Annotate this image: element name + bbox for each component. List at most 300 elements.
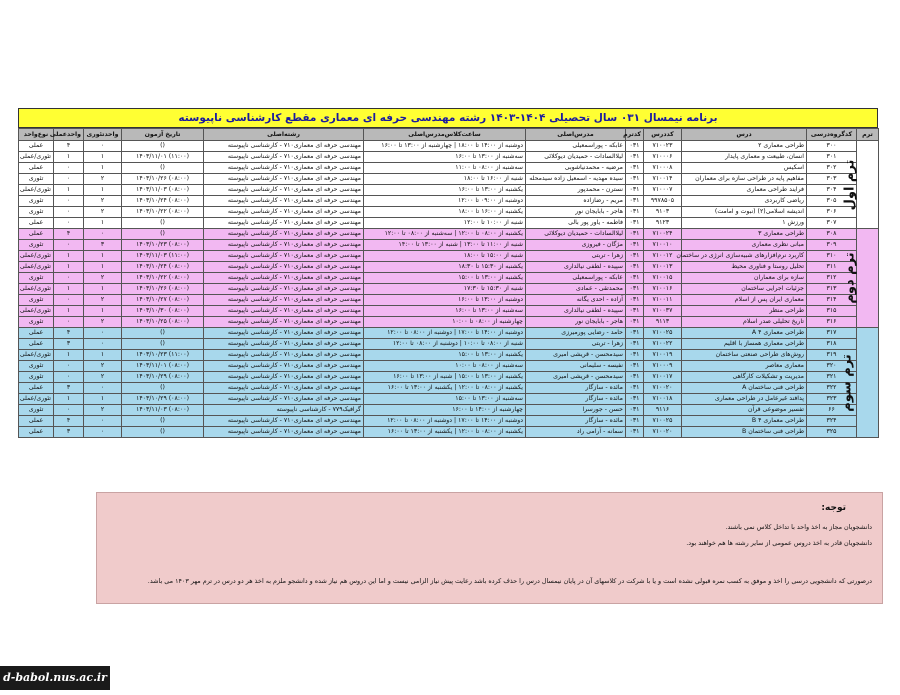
table-cell: عملی bbox=[19, 427, 54, 438]
table-cell: ۳۱۳ bbox=[807, 284, 857, 295]
table-cell: سیدمحسن - قریشی امیری bbox=[526, 372, 626, 383]
table-cell: ۷۱۰۰۲۳ bbox=[644, 141, 682, 152]
table-cell: محمدتقی - عمادی bbox=[526, 284, 626, 295]
table-cell: ۱ bbox=[54, 152, 84, 163]
table-cell: چهارشنبه از ۱۴:۰۰ تا ۱۶:۰۰ bbox=[364, 405, 526, 416]
table-cell: ۳۱۷ bbox=[807, 328, 857, 339]
column-header: کدگروه‌درسی bbox=[807, 129, 857, 141]
table-cell: ۹۱۱۳ bbox=[644, 317, 682, 328]
table-cell: (۰۸:۰۰) ۱۴۰۳/۱۱/۰۳ bbox=[122, 405, 204, 416]
table-cell: عملی bbox=[19, 229, 54, 240]
table-cell: ۰ bbox=[84, 416, 122, 427]
table-cell: ۰ bbox=[54, 372, 84, 383]
table-cell: ۲ bbox=[84, 361, 122, 372]
table-cell: تئوری bbox=[19, 372, 54, 383]
table-cell: ۰۳۱ bbox=[626, 229, 644, 240]
table-cell: ۰۳۱ bbox=[626, 262, 644, 273]
table-cell: ۷۱۰۰۰۶ bbox=[644, 152, 682, 163]
table-cell: ۰ bbox=[84, 229, 122, 240]
table-cell: ۰ bbox=[54, 273, 84, 284]
table-cell: ۰۳۱ bbox=[626, 273, 644, 284]
table-cell: یکشنبه از ۱۵:۳۰ تا ۱۸:۳۰ bbox=[364, 262, 526, 273]
table-cell: ۷۱۰۰۱۸ bbox=[644, 394, 682, 405]
table-cell: مهندسی حرفه ای معماری۷۱۰ - کارشناسی ناپیوسته bbox=[204, 416, 364, 427]
table-cell: مهندسی حرفه ای معماری۷۱۰ - کارشناسی ناپیوسته bbox=[204, 339, 364, 350]
table-cell: تحلیل روستا و فناوری محیط bbox=[682, 262, 807, 273]
table-cell: مائده - سازگار bbox=[526, 383, 626, 394]
table-cell: یکشنبه از ۱۳:۰۰ تا ۱۵:۰۰ bbox=[364, 273, 526, 284]
table-cell: ۳۰۲ bbox=[807, 163, 857, 174]
table-cell: ۰۳۱ bbox=[626, 405, 644, 416]
table-cell: تئوری/عملی bbox=[19, 284, 54, 295]
table-cell: ۹۹۷۸۵۰۵ bbox=[644, 196, 682, 207]
table-cell: شنبه از ۱۵:۰۰ تا ۱۸:۰۰ bbox=[364, 251, 526, 262]
table-cell: ۰ bbox=[54, 196, 84, 207]
table-cell: ۷۱۰۰۰۹ bbox=[644, 361, 682, 372]
table-cell: سه‌شنبه از ۰۸:۰۰ تا ۱۰:۰۰ bbox=[364, 361, 526, 372]
table-cell: مهندسی حرفه ای معماری۷۱۰ - کارشناسی ناپیوسته bbox=[204, 427, 364, 438]
table-cell: (۰۸:۰۰) ۱۴۰۳/۱۰/۲۳ bbox=[122, 240, 204, 251]
table-row bbox=[19, 295, 879, 306]
table-cell: سه‌شنبه از ۰۸:۰۰ تا ۱۱:۰۰ bbox=[364, 163, 526, 174]
table-cell: ۱ bbox=[84, 251, 122, 262]
table-cell: ۱ bbox=[84, 350, 122, 361]
table-cell: ۰ bbox=[84, 339, 122, 350]
table-cell: شنبه از ۱۰:۰۰ تا ۱۲:۰۰ bbox=[364, 218, 526, 229]
table-cell: یکشنبه از ۱۳:۰۰ تا ۱۵:۰۰ bbox=[364, 350, 526, 361]
table-cell: (۰۸:۰۰) ۱۴۰۳/۱۰/۲۴ bbox=[122, 196, 204, 207]
table-cell: ۳۱۰ bbox=[807, 251, 857, 262]
table-cell: مهندسی حرفه ای معماری۷۱۰ - کارشناسی ناپیوسته bbox=[204, 185, 364, 196]
table-cell: ۰۳۱ bbox=[626, 394, 644, 405]
note-line: دانشجویان مجاز به اخذ واحد با تداخل کلاس نمی باشند. bbox=[725, 523, 872, 531]
table-cell: ۱ bbox=[84, 218, 122, 229]
table-cell: ۳۰۶ bbox=[807, 207, 857, 218]
table-cell: ۱ bbox=[54, 350, 84, 361]
table-cell: ۲ bbox=[84, 273, 122, 284]
table-cell: مائده - سازگار bbox=[526, 416, 626, 427]
table-cell: ۷۱۰۰۱۰ bbox=[644, 240, 682, 251]
course-table bbox=[18, 128, 879, 438]
table-cell: (۰۸:۰۰) ۱۴۰۳/۱۰/۲۷ bbox=[122, 295, 204, 306]
table-cell: مهندسی حرفه ای معماری۷۱۰ - کارشناسی ناپیوسته bbox=[204, 372, 364, 383]
table-cell: ۳۰۰ bbox=[807, 141, 857, 152]
table-cell: ۳۲۱ bbox=[807, 372, 857, 383]
table-cell: ۰ bbox=[54, 174, 84, 185]
page-title: برنامه نیمسال ۰۳۱ سال تحصیلی ۱۴۰۴-۱۴۰۳ رشته مهندسی حرفه ای معماری مقطع کارشناسی ناپیوسته bbox=[18, 108, 878, 128]
column-header: واحدتئوری bbox=[84, 129, 122, 141]
table-cell: سازه برای معماران bbox=[682, 273, 807, 284]
table-cell: نفیسه - سلیمانی bbox=[526, 361, 626, 372]
table-cell: سیدمحسن - قریشی امیری bbox=[526, 350, 626, 361]
table-cell: حسن - جورسرا bbox=[526, 405, 626, 416]
table-cell: مهندسی حرفه ای معماری۷۱۰ - کارشناسی ناپیوسته bbox=[204, 317, 364, 328]
table-cell: ۳۱۹ bbox=[807, 350, 857, 361]
table-cell: تئوری bbox=[19, 196, 54, 207]
table-cell: ۲ bbox=[84, 174, 122, 185]
table-cell: ۲ bbox=[84, 317, 122, 328]
table-cell: ۰۳۱ bbox=[626, 317, 644, 328]
table-row bbox=[19, 152, 879, 163]
site-watermark: d-babol.nus.ac.ir bbox=[0, 666, 110, 690]
table-row bbox=[19, 383, 879, 394]
table-cell: ۰۳۱ bbox=[626, 240, 644, 251]
table-cell: مهندسی حرفه ای معماری۷۱۰ - کارشناسی ناپیوسته bbox=[204, 218, 364, 229]
table-cell: () bbox=[122, 416, 204, 427]
table-cell: طراحی معماری همساز با اقلیم bbox=[682, 339, 807, 350]
table-cell: ۰۳۱ bbox=[626, 350, 644, 361]
table-cell: شنبه از ۱۵:۳۰ تا ۱۷:۳۰ bbox=[364, 284, 526, 295]
table-cell: ۱ bbox=[84, 262, 122, 273]
column-header: رشته‌اصلی bbox=[204, 129, 364, 141]
table-cell: ۳ bbox=[54, 427, 84, 438]
table-cell: ۴ bbox=[54, 141, 84, 152]
table-cell: ۳۰۸ bbox=[807, 229, 857, 240]
table-cell: دوشنبه از ۱۴:۰۰ تا ۱۷:۰۰ | دوشنبه از ۰۸:۰۰ تا ۱۲:۰۰ bbox=[364, 328, 526, 339]
table-cell: مهندسی حرفه ای معماری۷۱۰ - کارشناسی ناپیوسته bbox=[204, 306, 364, 317]
table-cell: ۳۱۲ bbox=[807, 273, 857, 284]
table-cell: ۳۰۳ bbox=[807, 174, 857, 185]
table-cell: عابکه - پوراسمعیلی bbox=[526, 273, 626, 284]
table-cell: ۷۱۰۰۱۹ bbox=[644, 350, 682, 361]
table-row bbox=[19, 328, 879, 339]
table-header-row bbox=[19, 129, 879, 141]
table-cell: ۷۱۰۰۱۵ bbox=[644, 273, 682, 284]
table-cell: ۱ bbox=[84, 284, 122, 295]
table-body bbox=[19, 141, 879, 438]
table-cell: ۲ bbox=[84, 405, 122, 416]
table-cell: چهارشنبه از ۰۸:۰۰ تا ۱۰:۰۰ bbox=[364, 317, 526, 328]
table-cell: طراحی معماری ۴ B bbox=[682, 416, 807, 427]
table-cell: ۳۰۵ bbox=[807, 196, 857, 207]
table-cell: تئوری bbox=[19, 174, 54, 185]
table-cell: ۳ bbox=[84, 240, 122, 251]
table-cell: حامد - رضایی پورمیرزی bbox=[526, 328, 626, 339]
term-label: ترم سوم bbox=[839, 353, 855, 412]
table-row bbox=[19, 262, 879, 273]
table-cell: ۷۱۰۰۰۷ bbox=[644, 185, 682, 196]
table-cell: مهندسی حرفه ای معماری۷۱۰ - کارشناسی ناپیوسته bbox=[204, 163, 364, 174]
table-cell: ۰۳۱ bbox=[626, 141, 644, 152]
table-cell: تئوری/عملی bbox=[19, 251, 54, 262]
term-label-cell bbox=[842, 229, 879, 328]
table-cell: عملی bbox=[19, 163, 54, 174]
table-cell: ۳۱۱ bbox=[807, 262, 857, 273]
column-header: مدرس‌اصلی bbox=[526, 129, 626, 141]
table-cell: ۰۳۱ bbox=[626, 174, 644, 185]
table-cell: یکشنبه از ۱۳:۰۰ تا ۱۵:۰۰ | شنبه از ۱۳:۰۰ تا ۱۶:۰۰ bbox=[364, 372, 526, 383]
table-cell: ۰۳۱ bbox=[626, 251, 644, 262]
table-row bbox=[19, 405, 879, 416]
table-cell: سپیده - لطفی نیالداری bbox=[526, 306, 626, 317]
table-cell: () bbox=[122, 328, 204, 339]
table-cell: ۰ bbox=[54, 295, 84, 306]
table-cell: زهرا - تربتی bbox=[526, 339, 626, 350]
table-cell: ۱ bbox=[54, 284, 84, 295]
table-row bbox=[19, 141, 879, 152]
table-cell: پدافند غیرعامل در طراحی معماری bbox=[682, 394, 807, 405]
column-header: درس bbox=[682, 129, 807, 141]
table-cell: (۰۸:۰۰) ۱۴۰۳/۱۰/۲۵ bbox=[122, 317, 204, 328]
table-cell: عملی bbox=[19, 339, 54, 350]
table-cell: دوشنبه از ۱۳:۰۰ تا ۱۶:۰۰ bbox=[364, 295, 526, 306]
table-cell: ۷۱۰۰۲۲ bbox=[644, 339, 682, 350]
table-cell: عملی bbox=[19, 328, 54, 339]
table-cell: ۰ bbox=[54, 361, 84, 372]
table-cell: ۳۰۹ bbox=[807, 240, 857, 251]
table-cell: یکشنبه از ۱۶:۰۰ تا ۱۸:۰۰ bbox=[364, 207, 526, 218]
table-cell: کاربرد نرم‌افزارهای شبیه‌سازی انرژی در ساختمان bbox=[682, 251, 807, 262]
table-cell: عابکه - پوراسمعیلی bbox=[526, 141, 626, 152]
table-cell: ۲ bbox=[84, 295, 122, 306]
table-cell: () bbox=[122, 218, 204, 229]
table-cell: مهندسی حرفه ای معماری۷۱۰ - کارشناسی ناپیوسته bbox=[204, 262, 364, 273]
table-cell: تئوری bbox=[19, 273, 54, 284]
table-cell: ۳۱۵ bbox=[807, 306, 857, 317]
table-cell: ۰۳۱ bbox=[626, 328, 644, 339]
term-label-cell bbox=[839, 328, 879, 438]
table-cell: دوشنبه از ۱۴:۰۰ تا ۱۷:۰۰ | دوشنبه از ۰۸:۰۰ تا ۱۲:۰۰ bbox=[364, 416, 526, 427]
table-cell: مهندسی حرفه ای معماری۷۱۰ - کارشناسی ناپیوسته bbox=[204, 196, 364, 207]
table-cell: ۷۱۰۰۲۵ bbox=[644, 416, 682, 427]
table-cell: ۱ bbox=[54, 262, 84, 273]
table-row bbox=[19, 174, 879, 185]
table-cell: ۰۳۱ bbox=[626, 207, 644, 218]
table-row bbox=[19, 251, 879, 262]
column-header: کددرس bbox=[644, 129, 682, 141]
table-cell: ۰ bbox=[84, 383, 122, 394]
table-cell: تئوری/عملی bbox=[19, 306, 54, 317]
table-cell: ۰۳۱ bbox=[626, 416, 644, 427]
table-cell: طراحی معماری ۴ A bbox=[682, 328, 807, 339]
table-row bbox=[19, 163, 879, 174]
table-cell: ۳۲۳ bbox=[807, 394, 857, 405]
table-cell: ۷۱۰۰۱۷ bbox=[644, 372, 682, 383]
table-cell: ۰۳۱ bbox=[626, 163, 644, 174]
table-cell: ۳۱۴ bbox=[807, 295, 857, 306]
table-cell: تئوری/عملی bbox=[19, 394, 54, 405]
table-cell: ۱ bbox=[84, 163, 122, 174]
table-cell: () bbox=[122, 339, 204, 350]
table-cell: ۳۲۲ bbox=[807, 383, 857, 394]
table-cell: ۰۳۱ bbox=[626, 427, 644, 438]
table-cell: ۰۳۱ bbox=[626, 339, 644, 350]
table-row bbox=[19, 185, 879, 196]
table-cell: عملی bbox=[19, 383, 54, 394]
table-cell: مهندسی حرفه ای معماری۷۱۰ - کارشناسی ناپیوسته bbox=[204, 251, 364, 262]
table-cell: ۰۳۱ bbox=[626, 196, 644, 207]
table-cell: ۰۳۱ bbox=[626, 295, 644, 306]
table-cell: ۰۳۱ bbox=[626, 152, 644, 163]
table-cell: مهندسی حرفه ای معماری۷۱۰ - کارشناسی ناپیوسته bbox=[204, 295, 364, 306]
table-row bbox=[19, 218, 879, 229]
table-cell: (۱۱:۰۰) ۱۴۰۳/۱۱/۰۳ bbox=[122, 251, 204, 262]
table-cell: ۱ bbox=[84, 185, 122, 196]
table-cell: (۰۸:۰۰) ۱۴۰۳/۱۰/۲۹ bbox=[122, 372, 204, 383]
table-cell: (۰۸:۰۰) ۱۴۰۳/۱۱/۰۳ bbox=[122, 185, 204, 196]
table-row bbox=[19, 339, 879, 350]
table-cell: ۰ bbox=[54, 317, 84, 328]
table-cell: تئوری/عملی bbox=[19, 152, 54, 163]
table-cell: سه‌شنبه از ۱۳:۰۰ تا ۱۵:۰۰ bbox=[364, 394, 526, 405]
table-cell: ۰۳۱ bbox=[626, 383, 644, 394]
table-cell: یکشنبه از ۰۸:۰۰ تا ۱۲:۰۰ | یکشنبه از ۱۳:۰۰ تا ۱۶:۰۰ bbox=[364, 383, 526, 394]
table-cell: ۷۱۰۰۰۸ bbox=[644, 163, 682, 174]
table-cell: مهندسی حرفه ای معماری۷۱۰ - کارشناسی ناپیوسته bbox=[204, 284, 364, 295]
table-cell: ۲ bbox=[84, 196, 122, 207]
table-cell: مهندسی حرفه ای معماری۷۱۰ - کارشناسی ناپیوسته bbox=[204, 141, 364, 152]
table-cell: فرایند طراحی معماری bbox=[682, 185, 807, 196]
column-header: کدترم bbox=[626, 129, 644, 141]
table-cell: (۰۸:۰۰) ۱۴۰۳/۱۰/۳۰ bbox=[122, 306, 204, 317]
column-header: نوع‌واحد bbox=[19, 129, 54, 141]
table-cell: ۷۱۰۰۱۶ bbox=[644, 284, 682, 295]
table-cell: جزئیات اجرایی ساختمان bbox=[682, 284, 807, 295]
table-cell: زهرا - تربتی bbox=[526, 251, 626, 262]
table-cell: ۹۱۲۳ bbox=[644, 218, 682, 229]
table-cell: () bbox=[122, 383, 204, 394]
table-cell: لیلاالسادات - حمیدیان دیوکلائی bbox=[526, 152, 626, 163]
table-cell: ۶۶ bbox=[807, 405, 857, 416]
table-cell: ۳۱۸ bbox=[807, 339, 857, 350]
table-cell: ۳ bbox=[54, 339, 84, 350]
table-cell: ۲ bbox=[84, 372, 122, 383]
table-cell: ۰ bbox=[54, 207, 84, 218]
table-cell: ۳۲۰ bbox=[807, 361, 857, 372]
table-cell: (۰۸:۰۰) ۱۴۰۳/۱۰/۲۲ bbox=[122, 207, 204, 218]
column-header: واحدعملی bbox=[54, 129, 84, 141]
table-cell: یکشنبه از ۰۸:۰۰ تا ۱۲:۰۰ | سه‌شنبه از ۰۸:۰۰ تا ۱۲:۰۰ bbox=[364, 229, 526, 240]
table-cell: طراحی فنی ساختمان B bbox=[682, 427, 807, 438]
table-cell: طراحی معماری ۳ bbox=[682, 229, 807, 240]
table-cell: () bbox=[122, 141, 204, 152]
table-cell: ۰۳۱ bbox=[626, 185, 644, 196]
table-cell: (۰۸:۰۰) ۱۴۰۳/۱۱/۰۱ bbox=[122, 361, 204, 372]
term-label: ترم دوم bbox=[842, 252, 858, 304]
table-cell: فاطمه - یاور پور بالی bbox=[526, 218, 626, 229]
table-cell: تئوری bbox=[19, 207, 54, 218]
table-cell: () bbox=[122, 229, 204, 240]
table-cell: ۱ bbox=[54, 251, 84, 262]
table-cell: عملی bbox=[19, 218, 54, 229]
table-cell: شنبه از ۱۶:۰۰ تا ۱۸:۰۰ bbox=[364, 174, 526, 185]
table-cell: ۳۰۱ bbox=[807, 152, 857, 163]
table-cell: ۹۱۰۳ bbox=[644, 207, 682, 218]
table-cell: ۷۱۰۰۱۱ bbox=[644, 295, 682, 306]
table-cell: ۰۳۱ bbox=[626, 284, 644, 295]
table-cell: ۱ bbox=[54, 306, 84, 317]
table-cell: تئوری/عملی bbox=[19, 262, 54, 273]
table-cell: تئوری bbox=[19, 405, 54, 416]
table-cell: ۰۳۱ bbox=[626, 372, 644, 383]
table-cell: مهندسی حرفه ای معماری۷۱۰ - کارشناسی ناپیوسته bbox=[204, 361, 364, 372]
table-cell: مهندسی حرفه ای معماری۷۱۰ - کارشناسی ناپیوسته bbox=[204, 394, 364, 405]
table-cell: (۰۸:۰۰) ۱۴۰۳/۱۰/۲۴ bbox=[122, 262, 204, 273]
note-line: دانشجویان قادر به اخذ دروس عمومی از سایر رشته ها هم خواهند بود. bbox=[686, 539, 872, 547]
table-cell: ۱ bbox=[84, 306, 122, 317]
term-label-cell bbox=[842, 141, 879, 229]
table-cell: طراحی منظر bbox=[682, 306, 807, 317]
table-cell: ۷۱۰۰۱۲ bbox=[644, 251, 682, 262]
table-cell: ۱ bbox=[84, 152, 122, 163]
table-cell: نسترن - محمدپور bbox=[526, 185, 626, 196]
table-cell: ۰ bbox=[84, 328, 122, 339]
table-row bbox=[19, 196, 879, 207]
table-cell: (۰۸:۰۰) ۱۴۰۳/۱۰/۲۲ bbox=[122, 273, 204, 284]
table-cell: مژگان - فیروزی bbox=[526, 240, 626, 251]
table-cell: ۳۰۷ bbox=[807, 218, 857, 229]
table-cell: اسکیس bbox=[682, 163, 807, 174]
table-cell: سه‌شنبه از ۱۳:۰۰ تا ۱۶:۰۰ bbox=[364, 306, 526, 317]
table-cell: طراحی معماری ۲ bbox=[682, 141, 807, 152]
table-cell: سیده مهدیه - اسمعیل زاده سیدمحله bbox=[526, 174, 626, 185]
table-cell: (۰۸:۰۰) ۱۴۰۳/۱۰/۲۶ bbox=[122, 284, 204, 295]
table-row bbox=[19, 240, 879, 251]
table-cell: تئوری bbox=[19, 295, 54, 306]
term-label: ترم اول bbox=[842, 159, 858, 210]
table-cell: دوشنبه از ۱۴:۰۰ تا ۱۸:۰۰ | چهارشنبه از ۱۳:۰۰ تا ۱۶:۰۰ bbox=[364, 141, 526, 152]
table-cell: ۴ bbox=[54, 229, 84, 240]
table-cell: ۴ bbox=[54, 328, 84, 339]
table-cell: (۰۸:۰۰) ۱۴۰۳/۱۰/۲۹ bbox=[122, 394, 204, 405]
table-cell: یکشنبه از ۰۸:۰۰ تا ۱۲:۰۰ | یکشنبه از ۱۳:۰۰ تا ۱۶:۰۰ bbox=[364, 427, 526, 438]
column-header: ترم bbox=[857, 129, 879, 141]
table-cell: تئوری/عملی bbox=[19, 350, 54, 361]
table-cell: (۰۸:۰۰) ۱۴۰۳/۱۰/۲۶ bbox=[122, 174, 204, 185]
table-cell: تئوری bbox=[19, 317, 54, 328]
table-cell: سمانه - آرامی راد bbox=[526, 427, 626, 438]
table-cell: مرضیه - محمدنیاشوبی bbox=[526, 163, 626, 174]
table-cell: معماری ایران پس از اسلام bbox=[682, 295, 807, 306]
table-cell: ۰ bbox=[54, 405, 84, 416]
table-cell: شنبه از ۱۱:۰۰ تا ۱۳:۰۰ | شنبه از ۱۳:۰۰ تا ۱۴:۰۰ bbox=[364, 240, 526, 251]
table-cell: گرافیک۷۷۹ - کارشناسی ناپیوسته bbox=[204, 405, 364, 416]
table-cell: تئوری bbox=[19, 240, 54, 251]
table-cell: ۰۳۱ bbox=[626, 361, 644, 372]
table-cell: (۱۱:۰۰) ۱۴۰۳/۱۱/۰۱ bbox=[122, 152, 204, 163]
table-row bbox=[19, 372, 879, 383]
table-cell: مبانی نظری معماری bbox=[682, 240, 807, 251]
schedule-sheet bbox=[18, 108, 878, 438]
table-row bbox=[19, 273, 879, 284]
table-row bbox=[19, 427, 879, 438]
table-cell: ۳۲۴ bbox=[807, 416, 857, 427]
table-cell: ۷۱۰۰۳۷ bbox=[644, 306, 682, 317]
table-row bbox=[19, 416, 879, 427]
table-cell: مدیریت و تشکیلات کارگاهی bbox=[682, 372, 807, 383]
table-cell: معماری معاصر bbox=[682, 361, 807, 372]
table-cell: تئوری bbox=[19, 361, 54, 372]
table-cell: ۳۱۶ bbox=[807, 317, 857, 328]
column-header: تاریخ آزمون bbox=[122, 129, 204, 141]
table-cell: مهندسی حرفه ای معماری۷۱۰ - کارشناسی ناپیوسته bbox=[204, 273, 364, 284]
table-cell: ۹۱۱۶ bbox=[644, 405, 682, 416]
table-row bbox=[19, 207, 879, 218]
table-row bbox=[19, 229, 879, 240]
table-cell: ۷۱۰۰۲۰ bbox=[644, 427, 682, 438]
table-cell: ۷۱۰۰۱۳ bbox=[644, 262, 682, 273]
table-cell: ۰ bbox=[54, 218, 84, 229]
table-cell: ۰ bbox=[84, 427, 122, 438]
table-cell: () bbox=[122, 163, 204, 174]
table-cell: ۰۳۱ bbox=[626, 218, 644, 229]
table-cell: ورزش ۱ bbox=[682, 218, 807, 229]
table-cell: ریاضی کاربردی bbox=[682, 196, 807, 207]
table-cell: ۳۰۴ bbox=[807, 185, 857, 196]
table-cell: آزاده - احدی یگانه bbox=[526, 295, 626, 306]
table-row bbox=[19, 361, 879, 372]
table-cell: ۷۱۰۰۲۴ bbox=[644, 229, 682, 240]
